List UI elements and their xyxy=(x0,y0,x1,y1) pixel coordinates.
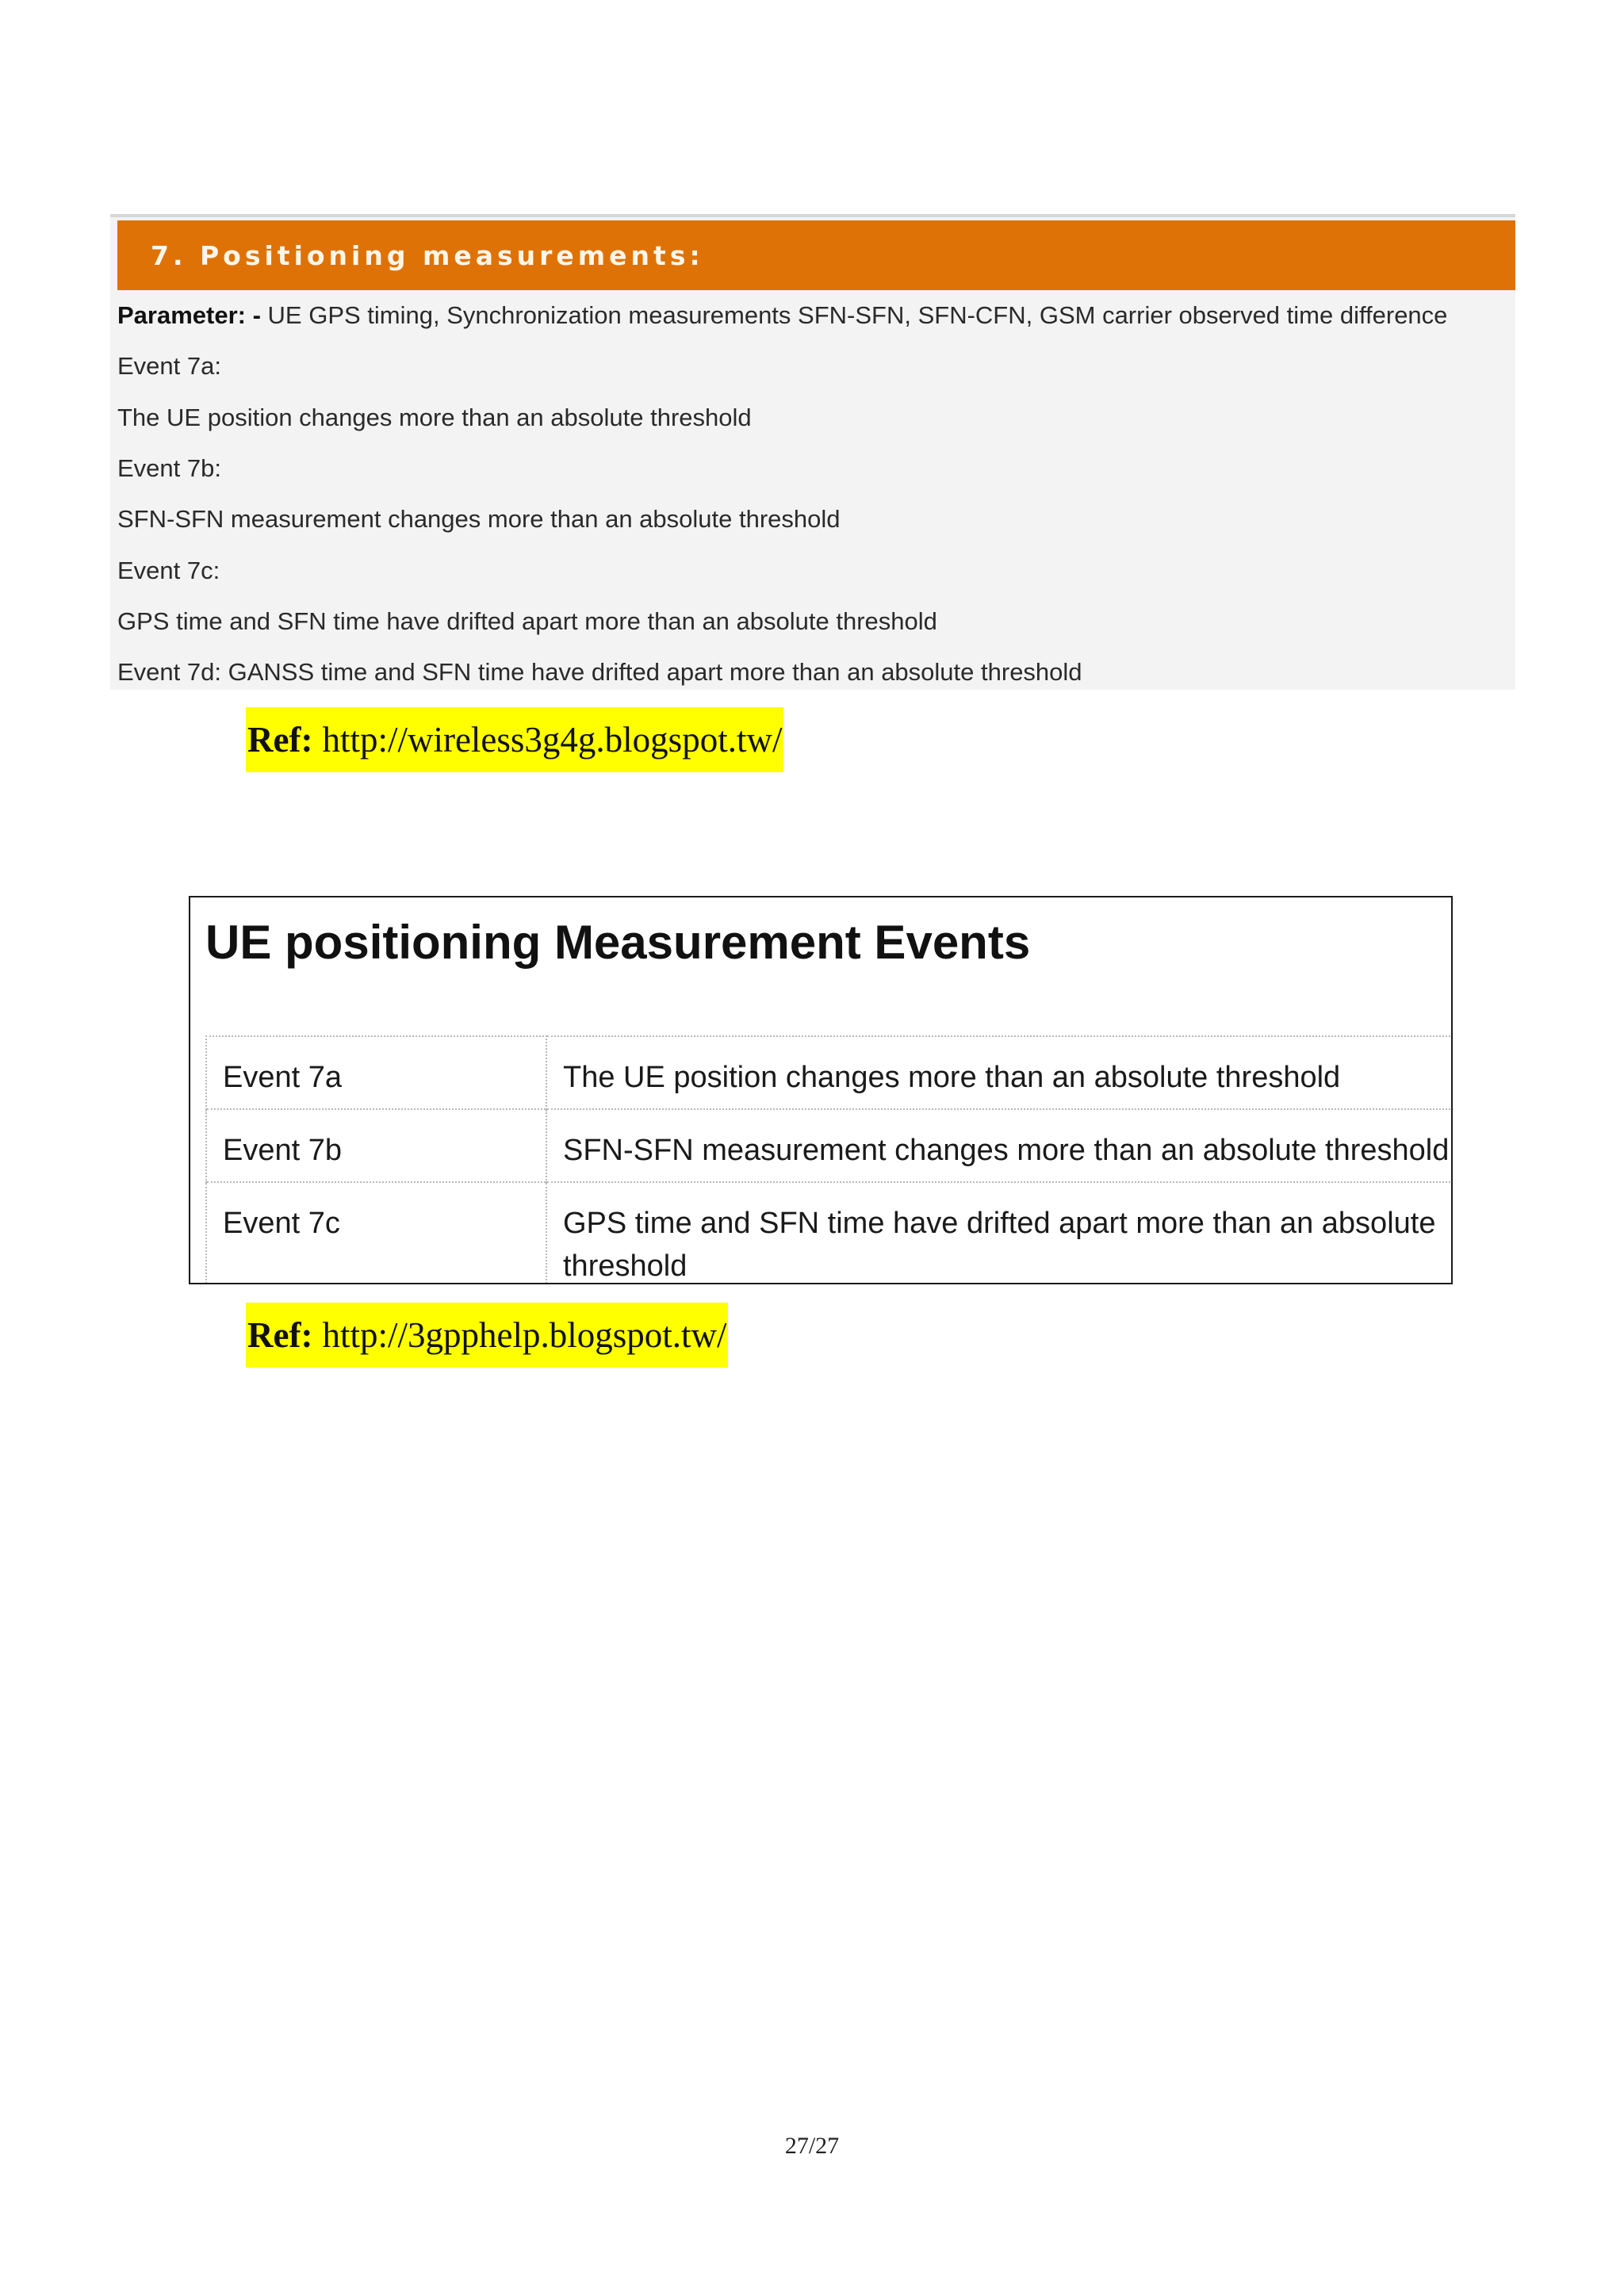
ref-link[interactable]: http://wireless3g4g.blogspot.tw/ xyxy=(322,720,783,760)
excerpt-line-event-7b-desc: SFN-SFN measurement changes more than an absolute threshold xyxy=(117,505,841,533)
section-header xyxy=(117,220,1515,290)
section-title: 7. Positioning measurements: xyxy=(151,239,704,271)
events-table xyxy=(205,1035,1453,1284)
event-cell: Event 7b xyxy=(206,1109,546,1182)
event-cell: Event 7c xyxy=(206,1182,546,1284)
ref-label: Ref: xyxy=(247,1315,313,1355)
excerpt-line-event-7c: Event 7c: xyxy=(117,557,220,584)
excerpt-line-event-7c-desc: GPS time and SFN time have drifted apart more than an absolute threshold xyxy=(117,607,937,635)
excerpt-line-event-7a-desc: The UE position changes more than an absolute threshold xyxy=(117,404,752,431)
excerpt-line-event-7a: Event 7a: xyxy=(117,352,221,380)
description-cell: GPS time and SFN time have drifted apart more than an absolute threshold xyxy=(546,1182,1453,1284)
parameter-line xyxy=(117,301,1447,330)
excerpt-line-event-7b: Event 7b: xyxy=(117,454,221,482)
table-row xyxy=(206,1109,1453,1182)
parameter-label: Parameter: - xyxy=(117,301,261,329)
table-row xyxy=(206,1036,1453,1109)
reference-1 xyxy=(246,707,783,772)
ref-label: Ref: xyxy=(247,720,313,760)
ref-link[interactable]: http://3gpphelp.blogspot.tw/ xyxy=(322,1315,727,1355)
events-title: UE positioning Measurement Events xyxy=(205,916,1031,969)
description-cell: The UE position changes more than an absolute threshold xyxy=(546,1036,1453,1109)
blog-excerpt-image xyxy=(110,214,1515,690)
table-row xyxy=(206,1182,1453,1284)
parameter-text: UE GPS timing, Synchronization measurements SFN-SFN, SFN-CFN, GSM carrier observed time difference xyxy=(260,301,1448,329)
page-number: 27/27 xyxy=(784,2133,840,2159)
events-table-image xyxy=(189,896,1453,1284)
description-cell: SFN-SFN measurement changes more than an absolute threshold xyxy=(546,1109,1453,1182)
excerpt-line-event-7d: Event 7d: GANSS time and SFN time have drifted apart more than an absolute threshold xyxy=(117,658,1082,686)
event-cell: Event 7a xyxy=(206,1036,546,1109)
reference-2 xyxy=(246,1303,728,1368)
